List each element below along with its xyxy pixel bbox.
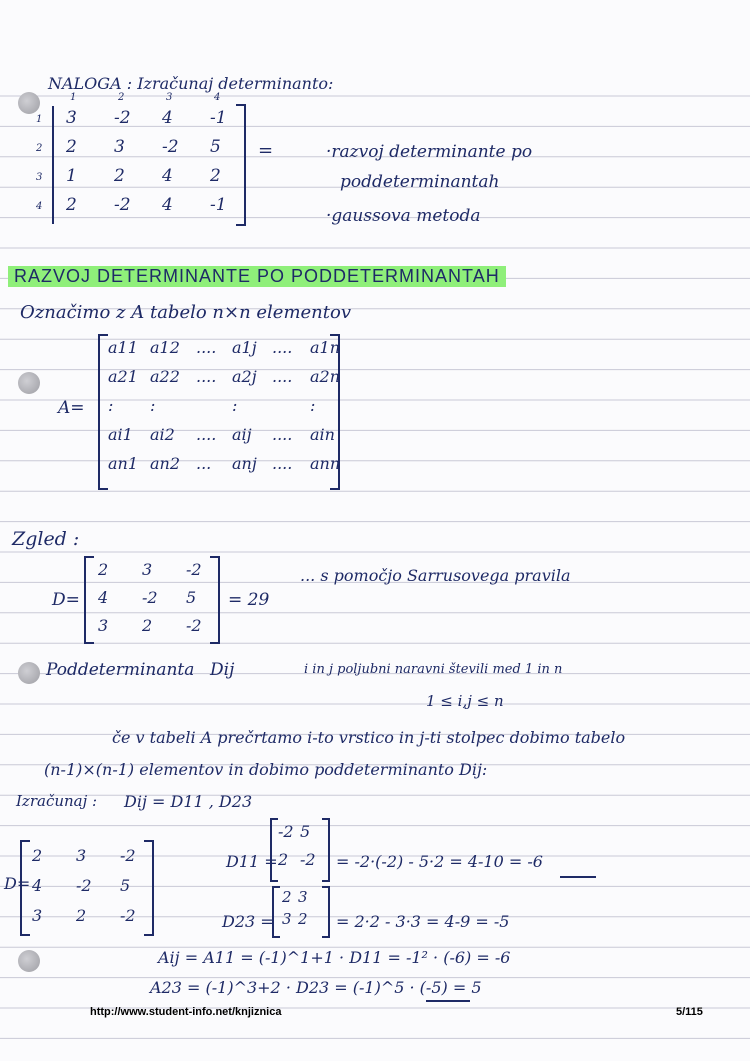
calc-matrix-cell: 4: [32, 876, 43, 895]
d11-label: D11 =: [226, 852, 278, 871]
task-row-index: 2: [36, 143, 43, 154]
general-matrix-cell: :: [150, 396, 156, 415]
method-2: ·gaussova metoda: [326, 206, 481, 226]
general-matrix-cell: ....: [196, 338, 217, 357]
task-matrix-cell: -1: [210, 195, 227, 215]
task-right-bracket: [236, 104, 246, 226]
general-matrix-cell: a12: [150, 338, 180, 357]
d11-right-bracket: [322, 818, 330, 882]
poddeterminanta-line1: če v tabeli A prečrtamo i-to vrstico in j-ti stolpec dobimo tabelo: [112, 728, 626, 747]
example-d-label: D=: [52, 590, 80, 610]
task-matrix-cell: -1: [210, 108, 227, 128]
task-matrix-cell: 2: [210, 166, 221, 186]
general-matrix-cell: ....: [272, 338, 293, 357]
d11-result: = -2·(-2) - 5·2 = 4-10 = -6: [336, 852, 543, 871]
task-equals: =: [258, 140, 274, 161]
general-matrix-cell: ai1: [108, 425, 133, 444]
d11-result-underline: [560, 876, 596, 878]
d23-matrix-cell: 2: [298, 910, 308, 928]
calc-d-label: D=: [4, 874, 31, 893]
general-matrix-label: A=: [58, 398, 85, 418]
poddeterminanta-desc: i in j poljubni naravni števili med 1 in n: [304, 662, 563, 677]
footer-url[interactable]: http://www.student-info.net/knjiznica: [90, 1006, 282, 1018]
general-matrix-cell: an2: [150, 454, 181, 473]
d11-matrix-cell: -2: [278, 822, 294, 841]
task-col-index: 1: [70, 92, 77, 103]
example-label: Zgled :: [12, 528, 80, 550]
task-matrix-cell: 2: [66, 195, 77, 215]
section-heading: RAZVOJ DETERMINANTE PO PODDETERMINANTAH: [8, 266, 506, 287]
general-matrix-cell: a1j: [232, 338, 257, 357]
d11-left-bracket: [270, 818, 278, 882]
calc-matrix-cell: -2: [76, 876, 92, 895]
general-matrix-cell: :: [310, 396, 316, 415]
example-matrix-cell: 2: [142, 616, 153, 635]
task-matrix-cell: 3: [114, 137, 125, 157]
task-col-index: 4: [214, 92, 221, 103]
general-matrix-cell: ...: [196, 454, 212, 473]
general-matrix-cell: an1: [108, 454, 139, 473]
calc-targets: Dij = D11 , D23: [124, 792, 253, 811]
d23-label: D23 =: [222, 912, 274, 931]
task-left-bar: [52, 106, 54, 224]
d23-result: = 2·2 - 3·3 = 4-9 = -5: [336, 912, 510, 931]
general-matrix-cell: a1n: [310, 338, 341, 357]
example-matrix-cell: -2: [186, 560, 202, 579]
task-matrix-cell: -2: [114, 195, 131, 215]
example-matrix-cell: 3: [98, 616, 109, 635]
task-row-index: 4: [36, 201, 43, 212]
general-matrix-cell: ai2: [150, 425, 175, 444]
calc-matrix-cell: -2: [120, 906, 136, 925]
punch-hole: [18, 372, 40, 394]
task-matrix-cell: 2: [66, 137, 77, 157]
general-matrix-cell: a21: [108, 367, 138, 386]
general-matrix-cell: ....: [272, 454, 293, 473]
example-matrix-cell: 4: [98, 588, 109, 607]
example-matrix-cell: 5: [186, 588, 197, 607]
task-matrix-cell: 5: [210, 137, 221, 157]
general-matrix-cell: ....: [196, 367, 217, 386]
general-matrix-cell: anj: [232, 454, 257, 473]
task-matrix-cell: -2: [162, 137, 179, 157]
a-line-2-underline: [426, 1000, 470, 1002]
task-row-index: 1: [36, 114, 43, 125]
example-matrix-cell: -2: [186, 616, 202, 635]
example-result: = 29: [228, 590, 270, 610]
example-matrix-cell: 2: [98, 560, 109, 579]
poddeterminanta-symbol: Dij: [210, 660, 235, 680]
d23-matrix-cell: 3: [282, 910, 292, 928]
footer-page: 5/115: [676, 1006, 703, 1018]
task-col-index: 3: [166, 92, 173, 103]
general-matrix-cell: a2j: [232, 367, 257, 386]
task-matrix-cell: 1: [66, 166, 77, 186]
section-intro: Označimo z A tabelo n×n elementov: [20, 302, 352, 323]
general-matrix-cell: :: [232, 396, 238, 415]
a-line-1: Aij = A11 = (-1)^1+1 · D11 = -1² · (-6) = -6: [158, 948, 511, 967]
d23-left-bracket: [272, 886, 280, 938]
method-1: ·razvoj determinante po: [326, 142, 533, 162]
punch-hole: [18, 950, 40, 972]
general-matrix-cell: ann: [310, 454, 341, 473]
punch-hole: [18, 662, 40, 684]
d11-matrix-cell: -2: [300, 850, 316, 869]
task-matrix-cell: 4: [162, 108, 173, 128]
method-1-cont: poddeterminantah: [340, 172, 500, 192]
calc-matrix-cell: 2: [32, 846, 43, 865]
general-matrix-cell: :: [108, 396, 114, 415]
task-matrix-cell: 4: [162, 166, 173, 186]
calc-matrix-cell: 3: [32, 906, 43, 925]
task-title: NALOGA : Izračunaj determinanto:: [48, 74, 334, 93]
general-matrix-cell: ....: [196, 425, 217, 444]
calc-matrix-cell: 5: [120, 876, 131, 895]
example-right-bracket: [210, 556, 220, 644]
general-matrix-cell: ....: [272, 425, 293, 444]
general-matrix-cell: a11: [108, 338, 138, 357]
task-matrix-cell: -2: [114, 108, 131, 128]
general-matrix-cell: ....: [272, 367, 293, 386]
general-matrix-left-bracket: [98, 334, 108, 490]
task-row-index: 3: [36, 172, 43, 183]
task-matrix-cell: 4: [162, 195, 173, 215]
example-matrix-cell: 3: [142, 560, 153, 579]
general-matrix-cell: a2n: [310, 367, 341, 386]
calc-label: Izračunaj :: [16, 792, 98, 810]
general-matrix-cell: aij: [232, 425, 252, 444]
calc-matrix-cell: 2: [76, 906, 87, 925]
task-matrix-cell: 3: [66, 108, 77, 128]
d11-matrix-cell: 2: [278, 850, 289, 869]
calc-matrix-cell: 3: [76, 846, 87, 865]
calc-left-bracket: [20, 840, 30, 936]
example-matrix-cell: -2: [142, 588, 158, 607]
calc-matrix-cell: -2: [120, 846, 136, 865]
d23-matrix-cell: 3: [298, 888, 308, 906]
poddeterminanta-line2: (n-1)×(n-1) elementov in dobimo poddeterminanto Dij:: [44, 760, 488, 779]
poddeterminanta-range: 1 ≤ i,j ≤ n: [426, 692, 504, 710]
example-note: ... s pomočjo Sarrusovega pravila: [300, 566, 571, 585]
calc-right-bracket: [144, 840, 154, 936]
punch-hole: [18, 92, 40, 114]
d23-right-bracket: [322, 886, 330, 938]
a-line-2: A23 = (-1)^3+2 · D23 = (-1)^5 · (-5) = 5: [150, 978, 482, 997]
general-matrix-cell: ain: [310, 425, 335, 444]
example-left-bracket: [84, 556, 94, 644]
d23-matrix-cell: 2: [282, 888, 292, 906]
poddeterminanta-label: Poddeterminanta: [46, 660, 195, 680]
task-matrix-cell: 2: [114, 166, 125, 186]
general-matrix-cell: a22: [150, 367, 180, 386]
d11-matrix-cell: 5: [300, 822, 311, 841]
task-col-index: 2: [118, 92, 125, 103]
